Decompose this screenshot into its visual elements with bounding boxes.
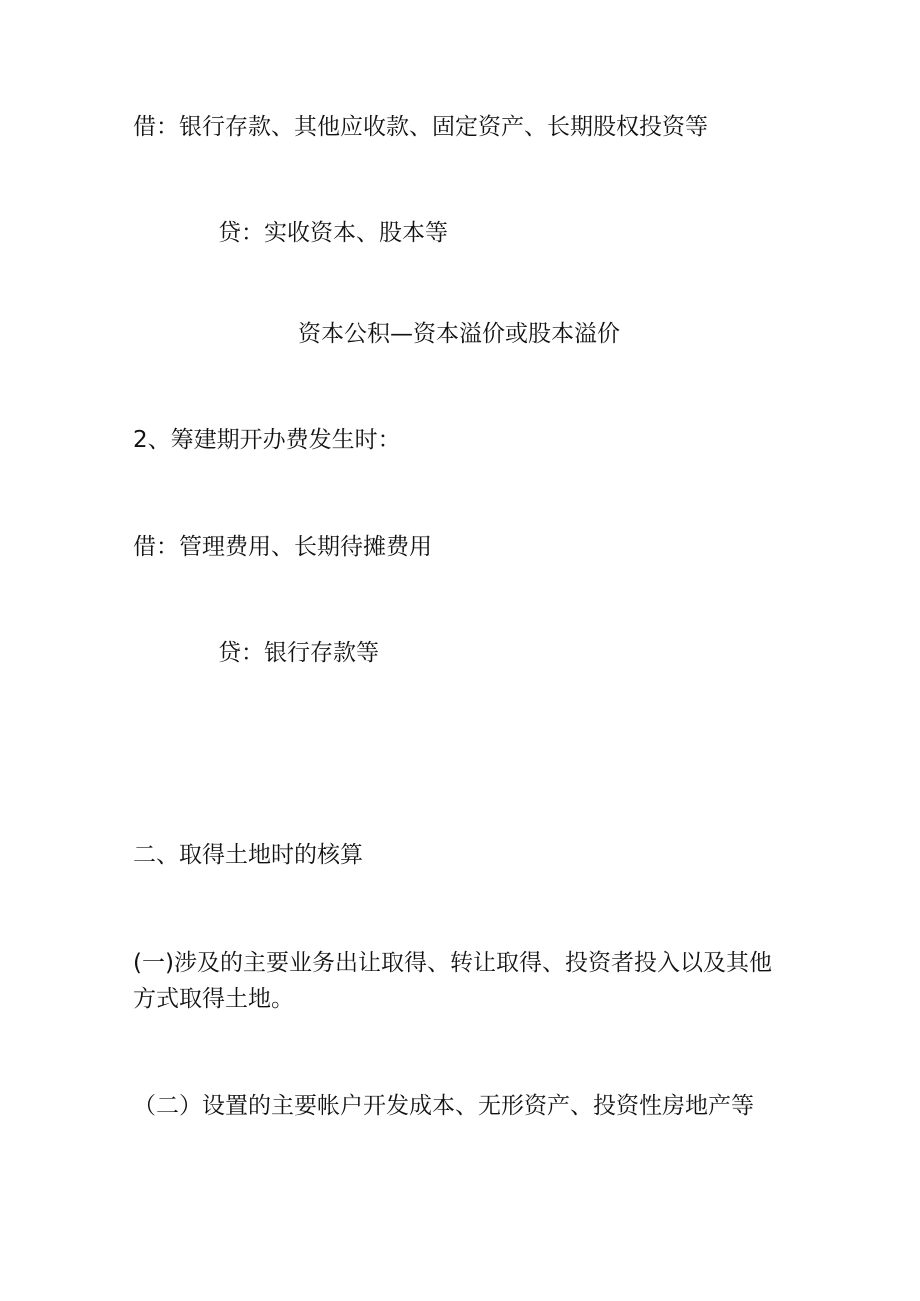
section-item-2-heading: 2、筹建期开办费发生时： <box>133 427 401 453</box>
credit-entry-line-2: 贷：银行存款等 <box>218 640 379 666</box>
section-heading-land: 二、取得土地时的核算 <box>133 842 363 868</box>
main-business-paragraph: (一)涉及的主要业务出让取得、转让取得、投资者投入以及其他方式取得土地。 <box>133 950 772 1012</box>
capital-reserve-line: 资本公积—资本溢价或股本溢价 <box>298 321 620 347</box>
debit-entry-line-2: 借：管理费用、长期待摊费用 <box>133 534 432 560</box>
main-accounts-line: （二）设置的主要帐户开发成本、无形资产、投资性房地产等 <box>133 1093 754 1119</box>
credit-entry-line: 贷：实收资本、股本等 <box>218 220 448 246</box>
debit-entry-line: 借：银行存款、其他应收款、固定资产、长期股权投资等 <box>133 114 708 140</box>
